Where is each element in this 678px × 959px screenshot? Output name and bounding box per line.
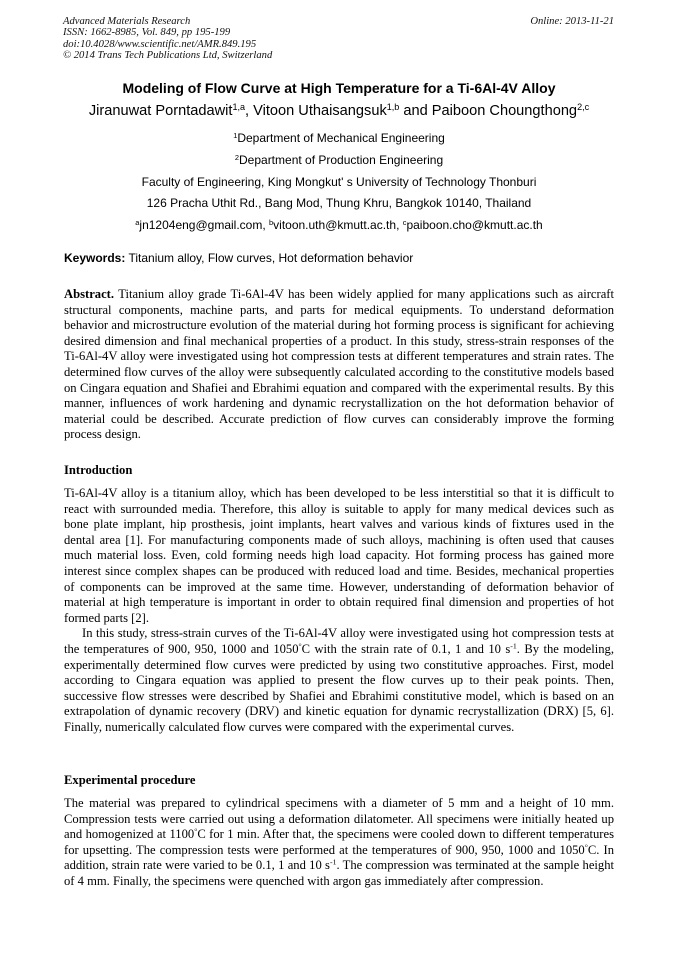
paragraph: Ti-6Al-4V alloy is a titanium alloy, which has been developed to be less interstitial so that it is difficult to react with surrounded media. Therefore, this alloy is suitable to apply for many medical devices such as bone plate implant, hip prosthesis, joint implants, heart valves and various kinds of fixtures used in the dental area [1]. For manufacturing components made of such alloys, machining is often used that causes much material loss. Even, cold forming needs high load capacity. Hot forming process has gained more interest since complex shapes can be produced with reduced load and time. Besides, mechanical properties of components can be improved at the same time. However, understanding of deformation behavior of material at high temperature is important in order to obtain required final dimension and properties of hot formed parts [2]. [64, 486, 614, 625]
introduction-heading: Introduction [64, 463, 133, 477]
doi-line[interactable]: doi:10.4028/www.scientific.net/AMR.849.195 [63, 38, 257, 50]
journal-name: Advanced Materials Research [63, 16, 191, 27]
affiliation-line: $^2$Department of Production Engineering [234, 152, 444, 167]
abstract-label: Abstract. [64, 287, 115, 301]
email-link[interactable]: jn1204eng@gmail.com, [139, 218, 270, 232]
author-affiliation-mark: 1,b [386, 102, 400, 113]
abstract-text: Titanium alloy grade Ti-6Al-4V has been widely applied for many applications such as aircraft structural components, machine parts, and parts for medical equipments. To understand deformation behavior and microstructure evolution of the material during hot forming process is significant for achieving desired dimension and final mechanical properties of a product. In this study, stress-strain responses of the Ti-6Al-4V alloy were investigated using hot compression tests at different temperatures and strain rates. The determined flow curves of the alloy were subsequently calculated according to the constitutive models based on Cingara equation and Shafiei and Ebrahimi equation and compared with the experimental results. By this manner, influences of work hardening and dynamic recrystallization on the hot deformation behavior of material could be described. Accurate prediction of flow curves can considerably improve the forming process design. [64, 287, 614, 442]
author-affiliation-mark: 2,c [577, 102, 590, 113]
author-name: Jiranuwat Porntadawit [88, 103, 233, 119]
author-list: Jiranuwat Porntadawit$^{1,a}$, Vitoon Uthaisangsuk$^{1,b}$ and Paiboon Choungthong$^{2,c}$ [88, 102, 590, 119]
affiliation-line: Faculty of Engineering, King Mongkut' s University of Technology Thonburi [141, 175, 537, 189]
copyright-line: © 2014 Trans Tech Publications Ltd, Switzerland [63, 50, 273, 62]
issn-line: ISSN: 1662-8985, Vol. 849, pp 195-199 [63, 27, 231, 39]
email-link[interactable]: paiboon.cho@kmutt.ac.th [406, 218, 543, 232]
journal-header [63, 16, 272, 62]
online-date: Online: 2013-11-21 [530, 16, 614, 27]
author-name: Vitoon Uthaisangsuk [253, 103, 387, 119]
keywords [64, 251, 413, 265]
keywords-label: Keywords: [64, 251, 126, 265]
introduction-body [64, 486, 614, 736]
author-name: Paiboon Choungthong [431, 103, 578, 119]
author-emails: $^a$jn1204eng@gmail.com, $^b$vitoon.uth@kmutt.ac.th, $^c$paiboon.cho@kmutt.ac.th [135, 217, 543, 232]
paragraph: In this study, stress-strain curves of the Ti-6Al-4V alloy were investigated using hot compression tests at the temperatures of 900, 950, 1000 and 1050°C with the strain rate of 0.1, 1 and 10 $s^{-1}$. By the modeling, experimentally determined flow curves were predicted by using two constitutive approaches. First, model according to Cingara equation was applied to present the flow curves up to their peak points. Then, successive flow stresses were described by Shafiei and Ebrahimi constitutive model, which is based on an extrapolation of dynamic recovery (DRV) and kinetic equation for dynamic recrystallization (DRX) [5, 6]. Finally, numerically calculated flow curves were compared with the experimental curves. [64, 626, 614, 734]
affiliation-address: 126 Pracha Uthit Rd., Bang Mod, Thung Khru, Bangkok 10140, Thailand [146, 196, 532, 210]
paragraph: The material was prepared to cylindrical specimens with a diameter of 5 mm and a height of 10 mm. Compression tests were carried out using a deformation dilatometer. All specimens were initially heated up and homogenized at 1100°C for 1 min. After that, the specimens were cooled down to different temperatures for upsetting. The compression tests were performed at the temperatures of 900, 950, 1000 and 1050°C. In addition, strain rate were varied to be 0.1, 1 and 10 $s^{-1}$. The compression was terminated at the sample height of 4 mm. Finally, the specimens were quenched with argon gas immediately after compression. [64, 796, 615, 888]
affiliation-line: $^1$Department of Mechanical Engineering [233, 130, 445, 145]
email-link[interactable]: vitoon.uth@kmutt.ac.th, [273, 218, 403, 232]
experimental-body [64, 796, 614, 890]
paper-title: Modeling of Flow Curve at High Temperature for a Ti-6Al-4V Alloy [122, 80, 556, 96]
abstract [64, 287, 614, 443]
experimental-heading: Experimental procedure [64, 773, 196, 787]
keywords-text: Titanium alloy, Flow curves, Hot deformation behavior [125, 251, 414, 265]
author-affiliation-mark: 1,a [232, 102, 246, 113]
